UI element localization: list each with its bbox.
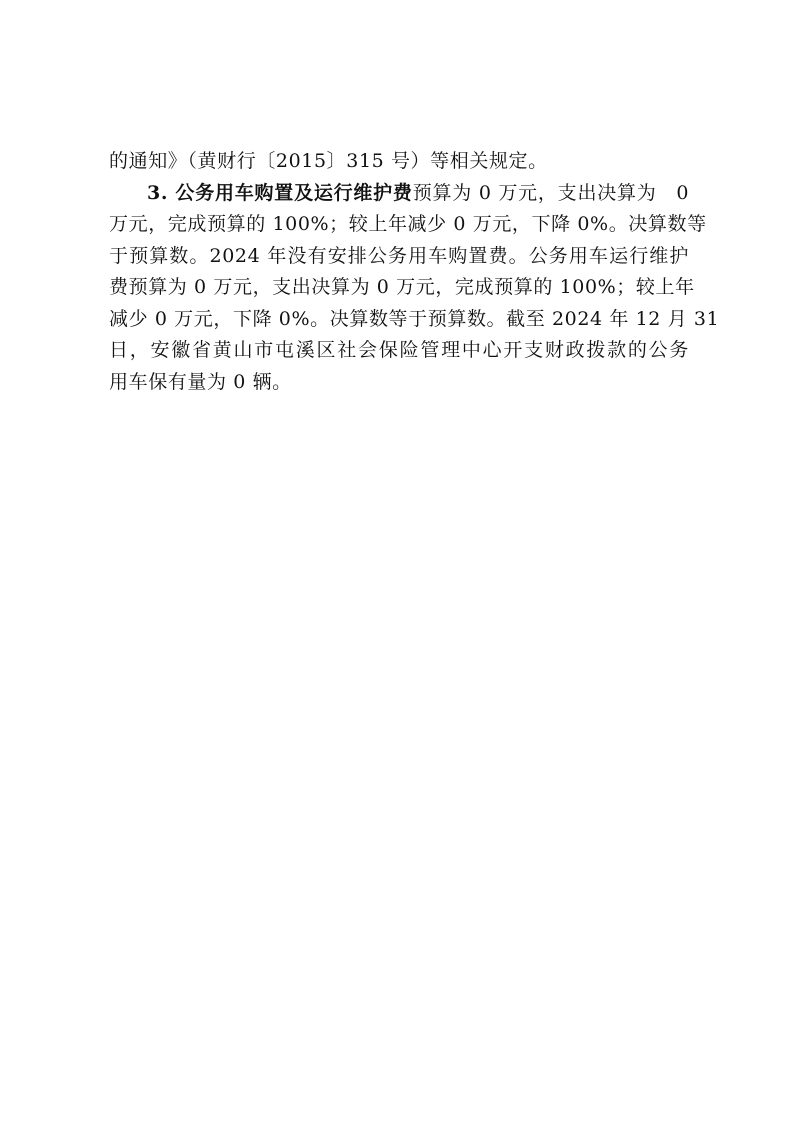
text-line-4: 于预算数。2024 年没有安排公务用车购置费。公务用车运行维护 — [109, 244, 689, 267]
text-line-5: 费预算为 0 万元，支出决算为 0 万元，完成预算的 100%；较上年 — [109, 276, 695, 298]
text-line-6: 减少 0 万元，下降 0%。决算数等于预算数。截至 2024 年 12 月 31 — [109, 307, 720, 330]
text-line-2: 预算为 0 万元，支出决算为 0 — [412, 181, 690, 204]
paragraph-3-first-line — [109, 178, 689, 210]
body-text — [109, 146, 720, 398]
text-line-3: 万元，完成预算的 100%；较上年减少 0 万元，下降 0%。决算数等 — [109, 213, 707, 235]
text-line-7: 日，安徽省黄山市屯溪区社会保险管理中心开支财政拨款的公务 — [109, 339, 689, 361]
text-line-1: 的通知》（黄财行〔2015〕315 号）等相关规定。 — [109, 150, 548, 172]
section-heading: 3. 公务用车购置及运行维护费 — [147, 181, 413, 204]
text-line-8: 用车保有量为 0 辆。 — [109, 370, 292, 393]
